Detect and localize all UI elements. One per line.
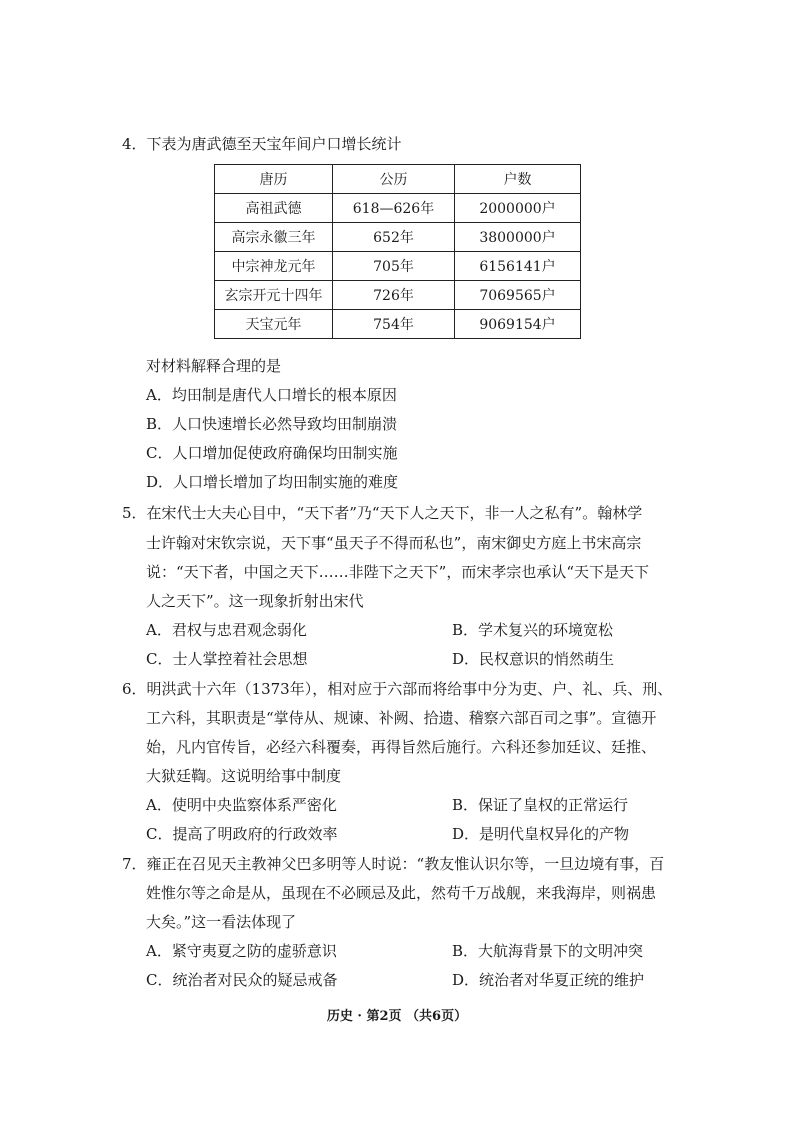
table-cell: 天宝元年	[215, 310, 333, 339]
q4-prompt: 对材料解释合理的是	[146, 357, 282, 375]
q5-stem-line: 士许翰对宋钦宗说，天下事“虽天子不得而私也”，南宋御史方庭上书宋高宗	[146, 534, 642, 552]
table-row	[215, 194, 581, 223]
q7-option-d[interactable]: D．统治者对华夏正统的维护	[452, 971, 645, 989]
q6-option-a[interactable]: A．使明中央监察体系严密化	[146, 796, 337, 814]
table-cell: 7069565户	[455, 281, 581, 310]
q7-option-a[interactable]: A．紧守夷夏之防的虚骄意识	[146, 942, 337, 960]
table-header: 公历	[333, 165, 455, 194]
q6-stem-line: 6．明洪武十六年（1373年），相对应于六部而将给事中分为吏、户、礼、兵、刑、	[122, 680, 673, 698]
q6-option-c[interactable]: C．提高了明政府的行政效率	[146, 825, 338, 843]
q5-stem-line: 说：“天下者，中国之天下……非陛下之天下”，而宋孝宗也承认“天下是天下	[146, 563, 650, 581]
q6-option-d[interactable]: D．是明代皇权异化的产物	[452, 825, 630, 843]
q6-stem-line: 始，凡内官传旨，必经六科覆奏，再得旨然后施行。六科还参加廷议、廷推、	[146, 738, 657, 756]
table-cell: 玄宗开元十四年	[215, 281, 333, 310]
q6-stem-line: 工六科，其职责是“掌侍从、规谏、补阙、拾遗、稽察六部百司之事”。宣德开	[146, 709, 657, 727]
table-cell: 2000000户	[455, 194, 581, 223]
q4-option-a[interactable]: A．均田制是唐代人口增长的根本原因	[146, 386, 397, 404]
table-cell: 高祖武德	[215, 194, 333, 223]
q7-stem-line: 姓惟尔等之命是从，虽现在不必顾忌及此，然苟千万战舰，来我海岸，则祸患	[146, 884, 657, 902]
table-cell: 726年	[333, 281, 455, 310]
table-cell: 754年	[333, 310, 455, 339]
table-cell: 618—626年	[333, 194, 455, 223]
table-cell: 652年	[333, 223, 455, 252]
table-cell: 3800000户	[455, 223, 581, 252]
page-footer: 历史 · 第2页 （共6页）	[326, 1009, 468, 1024]
q7-option-b[interactable]: B．大航海背景下的文明冲突	[452, 942, 644, 960]
q5-option-a[interactable]: A．君权与忠君观念弱化	[146, 621, 307, 639]
q5-option-d[interactable]: D．民权意识的悄然萌生	[452, 650, 615, 668]
q6-option-b[interactable]: B．保证了皇权的正常运行	[452, 796, 629, 814]
q5-option-b[interactable]: B．学术复兴的环境宽松	[452, 621, 614, 639]
table-row	[215, 223, 581, 252]
table-row	[215, 252, 581, 281]
q5-stem-line: 人之天下”。这一现象折射出宋代	[146, 592, 364, 610]
table-row	[215, 310, 581, 339]
q4-option-d[interactable]: D．人口增长增加了均田制实施的难度	[146, 473, 399, 491]
table-cell: 705年	[333, 252, 455, 281]
q4-option-c[interactable]: C．人口增加促使政府确保均田制实施	[146, 444, 398, 462]
table-cell: 6156141户	[455, 252, 581, 281]
q5-option-c[interactable]: C．士人掌控着社会思想	[146, 650, 308, 668]
table-cell: 9069154户	[455, 310, 581, 339]
table-cell: 高宗永徽三年	[215, 223, 333, 252]
q7-stem-line: 7．雍正在召见天主教神父巴多明等人时说：“教友惟认识尔等，一旦边境有事，百	[122, 855, 665, 873]
q4-option-b[interactable]: B．人口快速增长必然导致均田制崩溃	[146, 415, 398, 433]
q7-stem-line: 大矣。”这一看法体现了	[146, 913, 297, 931]
table-header-row	[215, 165, 581, 194]
table-header: 唐历	[215, 165, 333, 194]
table-row	[215, 281, 581, 310]
table-cell: 中宗神龙元年	[215, 252, 333, 281]
table-header: 户数	[455, 165, 581, 194]
q4-stem: 4．下表为唐武德至天宝年间户口增长统计	[122, 135, 402, 153]
q7-option-c[interactable]: C．统治者对民众的疑忌戒备	[146, 971, 338, 989]
q5-stem-line: 5．在宋代士大夫心目中，“天下者”乃“天下人之天下，非一人之私有”。翰林学	[122, 504, 643, 522]
q6-stem-line: 大狱廷鞫。这说明给事中制度	[146, 767, 342, 785]
population-table	[214, 164, 581, 339]
